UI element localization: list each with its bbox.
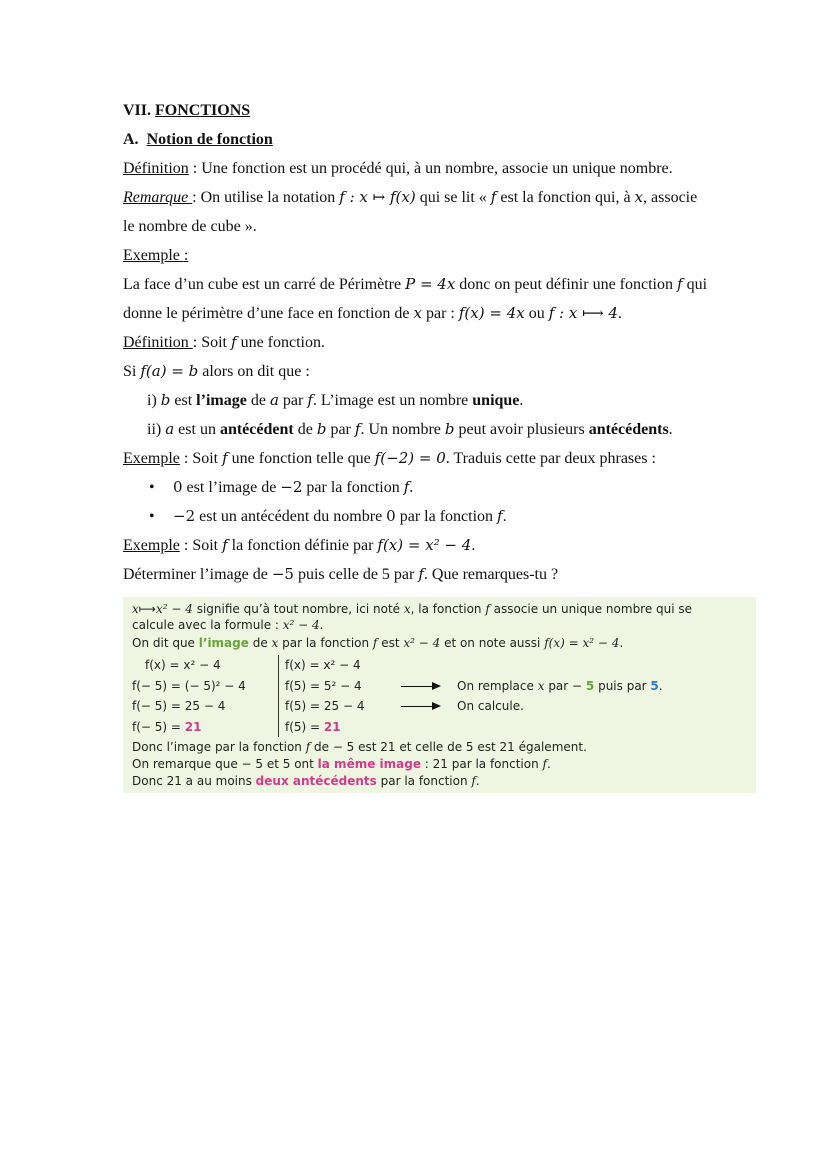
calc-right-0: f(x) = x² − 4 bbox=[285, 658, 361, 672]
math-symbol: x bbox=[634, 188, 644, 206]
example-label: Exemple bbox=[123, 450, 180, 467]
remark-text: : On utilise la notation bbox=[192, 189, 340, 206]
calc-note-1: On remplace x par − 5 puis par 5. bbox=[457, 679, 663, 693]
arrow-icon bbox=[401, 686, 439, 687]
function-notation: f : x ⟼ 4 bbox=[548, 304, 618, 322]
definition-2: Définition : Soit f une fonction. bbox=[123, 333, 325, 351]
example-3-question: Déterminer l’image de −5 puis celle de 5 par f. Que remarques-tu ? bbox=[123, 565, 559, 583]
remark-line-2: le nombre de cube ». bbox=[123, 218, 257, 235]
example-1-line-2: donne le périmètre d’une face en fonction de x par : f(x) = 4x ou f : x ⟼ 4. bbox=[123, 304, 622, 322]
arrow-icon bbox=[401, 706, 439, 707]
section-title: FONCTIONS bbox=[155, 102, 251, 119]
remark-text: , associe bbox=[643, 189, 698, 206]
remark-text: est la fonction qui, à bbox=[496, 189, 635, 206]
perimeter-formula: P = 4x bbox=[405, 275, 456, 293]
bullet-item: • 0 est l’image de −2 par la fonction f. bbox=[149, 478, 414, 496]
example-1-line-1: La face d’un cube est un carré de Périmètre P = 4x donc on peut définir une fonction f qui bbox=[123, 275, 708, 293]
section-heading bbox=[123, 96, 763, 125]
definition-2-condition: Si f(a) = b alors on dit que : bbox=[123, 362, 310, 380]
calc-left-0: f(x) = x² − 4 bbox=[145, 658, 221, 672]
calc-note-2: On calcule. bbox=[457, 699, 524, 713]
section-number: VII. bbox=[123, 102, 152, 119]
example-3-heading: Exemple : Soit f la fonction définie par f(x) = x² − 4. bbox=[123, 536, 476, 554]
conclusion-2: On remarque que − 5 et 5 ont la même image : 21 par la fonction f. bbox=[132, 757, 551, 771]
conclusion-1: Donc l’image par la fonction f de − 5 est 21 et celle de 5 est 21 également. bbox=[132, 740, 587, 754]
remark-text: qui se lit « bbox=[415, 189, 491, 206]
definition-label: Définition bbox=[123, 160, 189, 177]
box-line-3: On dit que l’image de x par la fonction f est x² − 4 et on note aussi f(x) = x² − 4. bbox=[132, 636, 624, 650]
math-symbol: f bbox=[490, 188, 497, 206]
definition-1 bbox=[123, 154, 763, 183]
subsection-heading bbox=[123, 125, 763, 154]
example-2-heading: Exemple : Soit f une fonction telle que f(−2) = 0. Traduis cette par deux phrases : bbox=[123, 449, 656, 467]
calc-right-3: f(5) = 21 bbox=[285, 720, 341, 734]
subsection-letter: A. bbox=[123, 131, 139, 148]
document-body bbox=[123, 96, 763, 589]
solution-box bbox=[123, 597, 756, 793]
definition-text: : Une fonction est un procédé qui, à un nombre, associe un unique nombre. bbox=[188, 160, 673, 177]
calc-left-3: f(− 5) = 21 bbox=[132, 720, 202, 734]
list-item-image: i) b est l’image de a par f. L’image est un nombre unique. bbox=[147, 391, 524, 409]
example-1-heading bbox=[123, 241, 763, 270]
subsection-title: Notion de fonction bbox=[146, 131, 273, 148]
calc-right-2: f(5) = 25 − 4 bbox=[285, 699, 365, 713]
remark-notation: f : x ↦ f(x) bbox=[339, 188, 416, 206]
calc-left-2: f(− 5) = 25 − 4 bbox=[132, 699, 226, 713]
bullet-item: • −2 est un antécédent du nombre 0 par la fonction f. bbox=[149, 507, 507, 525]
example-label: Exemple bbox=[123, 537, 180, 554]
calc-right-1: f(5) = 5² − 4 bbox=[285, 679, 362, 693]
column-divider bbox=[278, 655, 279, 737]
example-label: Exemple : bbox=[123, 247, 189, 264]
box-line-1: x⟼x² − 4 signifie qu’à tout nombre, ici noté x, la fonction f associe un unique nombre qui se bbox=[132, 602, 693, 616]
definition-label: Définition bbox=[123, 334, 193, 351]
remark-line-1 bbox=[123, 183, 763, 212]
remark-label: Remarque bbox=[123, 189, 193, 206]
list-item-antecedent: ii) a est un antécédent de b par f. Un nombre b peut avoir plusieurs antécédents. bbox=[147, 420, 673, 438]
calc-left-1: f(− 5) = (− 5)² − 4 bbox=[132, 679, 246, 693]
function-formula: f(x) = 4x bbox=[458, 304, 525, 322]
conclusion-3: Donc 21 a au moins deux antécédents par la fonction f. bbox=[132, 774, 480, 788]
box-line-2: calcule avec la formule : x² − 4. bbox=[132, 618, 324, 632]
